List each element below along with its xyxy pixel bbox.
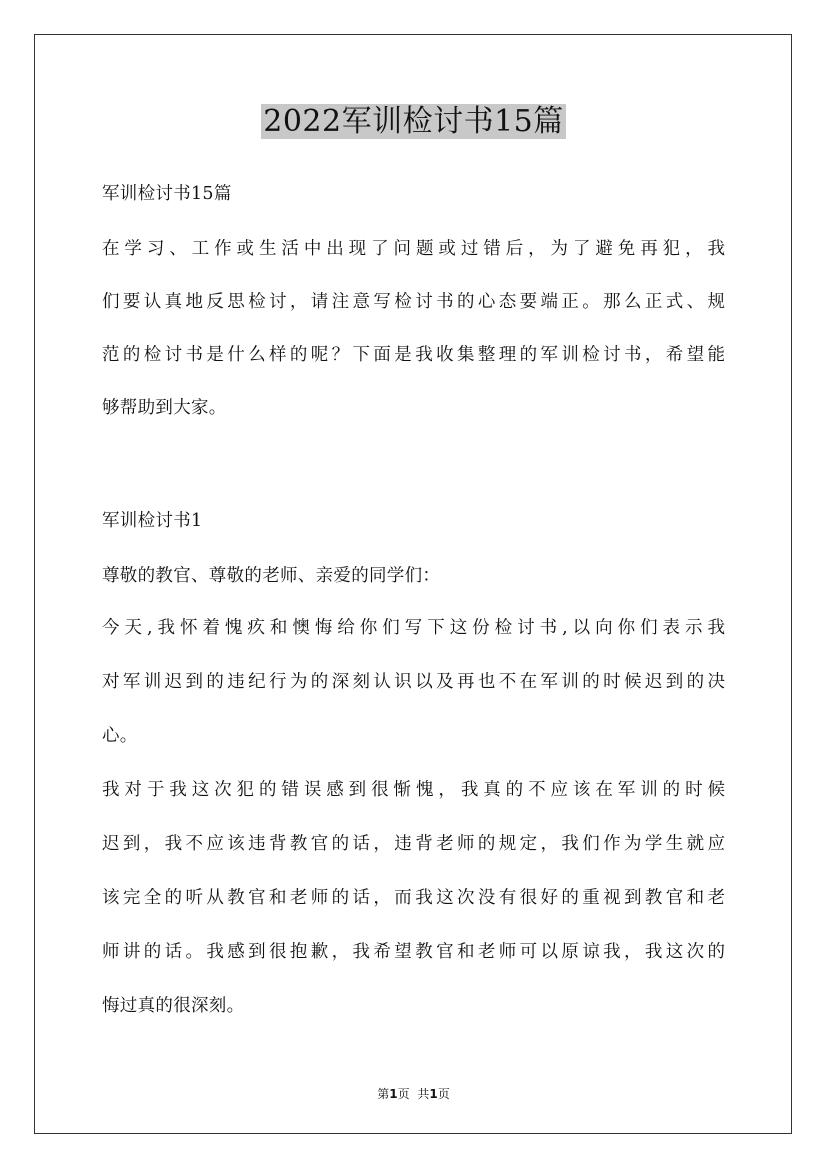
paragraph2-line-5: 悔过真的很深刻。 [102,996,245,1016]
intro-line-4: 够帮助到大家。 [102,398,227,418]
footer-page-suffix: 页 [397,1087,410,1101]
paragraph1-line-1: 今天,我怀着愧疚和懊悔给你们写下这份检讨书,以向你们表示我 [102,618,726,638]
subtitle: 军训检讨书15篇 [102,184,232,204]
paragraph2-line-1: 我对于我这次犯的错误感到很惭愧，我真的不应该在军训的时候 [102,780,726,800]
intro-line-1: 在学习、工作或生活中出现了问题或过错后，为了避免再犯，我 [102,239,726,259]
paragraph1-line-3: 心。 [102,726,138,746]
paragraph2-line-2: 迟到，我不应该违背教官的话，违背老师的规定，我们作为学生就应 [102,834,726,854]
footer-page-number: 1 [389,1087,398,1101]
section-heading: 军训检讨书1 [102,511,203,531]
salutation: 尊敬的教官、尊敬的老师、亲爱的同学们： [102,566,441,586]
page-footer [0,1085,827,1102]
paragraph2-line-4: 师讲的话。我感到很抱歉，我希望教官和老师可以原谅我，我这次的 [102,942,726,962]
intro-line-2: 们要认真地反思检讨，请注意写检讨书的心态要端正。那么正式、规 [102,292,726,312]
paragraph1-line-2: 对军训迟到的违纪行为的深刻认识以及再也不在军训的时候迟到的决 [102,672,726,692]
footer-total-suffix: 页 [437,1087,450,1101]
footer-page-prefix: 第 [377,1087,390,1101]
document-title: 2022军训检讨书15篇 [263,104,564,139]
paragraph2-line-3: 该完全的听从教官和老师的话，而我这次没有很好的重视到教官和老 [102,888,726,908]
footer-total-prefix: 共 [417,1087,430,1101]
intro-line-3: 范的检讨书是什么样的呢？下面是我收集整理的军训检讨书，希望能 [102,345,726,365]
document-title-wrap [0,102,827,142]
footer-total-number: 1 [429,1087,438,1101]
